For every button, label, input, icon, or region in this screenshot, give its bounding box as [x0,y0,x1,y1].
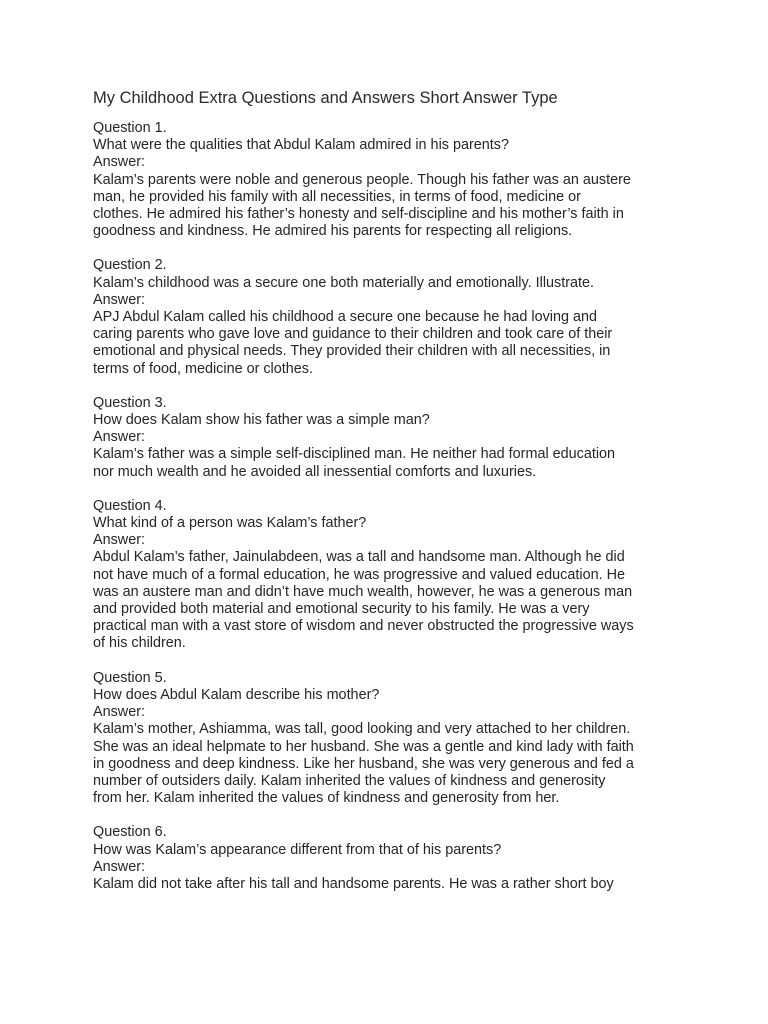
qa-item-1 [93,120,693,240]
question-text: Kalam’s childhood was a secure one both materially and emotionally. Illustrate. [93,274,595,291]
qa-item-2 [93,257,693,377]
answer-line: and provided both material and emotional security to his family. He was a very [93,601,590,618]
question-label: Question 3. [93,394,167,411]
answer-line: number of outsiders daily. Kalam inherited the values of kindness and generosity [93,772,606,789]
answer-line: caring parents who gave love and guidance to their children and took care of their [93,326,613,343]
question-label: Question 1. [93,120,167,136]
answer-line: terms of food, medicine or clothes. [93,360,313,377]
answer-line: Kalam’s parents were noble and generous people. Though his father was an austere [93,171,631,188]
document-title: My Childhood Extra Questions and Answers Short Answer Type [93,89,558,107]
answer-line: APJ Abdul Kalam called his childhood a secure one because he had loving and [93,309,598,326]
document-page [93,88,693,910]
answer-line: not have much of a formal education, he was progressive and valued education. He [93,566,625,583]
answer-line: Kalam’s father was a simple self-disciplined man. He neither had formal education [93,446,616,463]
answer-line: man, he provided his family with all necessities, in terms of food, medicine or [93,188,581,205]
answer-line: of his children. [93,635,186,652]
answer-label: Answer: [93,291,145,308]
question-text: How does Kalam show his father was a simple man? [93,412,430,429]
answer-line: from her. Kalam inherited the values of kindness and generosity from her. [93,790,560,807]
qa-item-3 [93,395,693,481]
answer-label: Answer: [93,858,145,875]
question-label: Question 6. [93,824,167,841]
answer-line: practical man with a vast store of wisdom and never obstructed the progressive ways [93,618,634,635]
answer-line: goodness and kindness. He admired his parents for respecting all religions. [93,223,573,240]
answer-label: Answer: [93,154,145,171]
question-text: What were the qualities that Abdul Kalam admired in his parents? [93,137,509,154]
answer-label: Answer: [93,532,145,549]
question-text: What kind of a person was Kalam’s father? [93,515,367,532]
question-text: How was Kalam’s appearance different from that of his parents? [93,841,502,858]
question-label: Question 4. [93,497,167,514]
answer-line: clothes. He admired his father’s honesty and self-discipline and his mother’s faith in [93,206,624,223]
answer-line: She was an ideal helpmate to her husband. She was a gentle and kind lady with faith [93,738,634,755]
answer-line: in goodness and deep kindness. Like her husband, she was very generous and fed a [93,755,634,772]
answer-line: emotional and physical needs. They provided their children with all necessities, in [93,343,611,360]
question-text: How does Abdul Kalam describe his mother? [93,686,380,703]
answer-line: nor much wealth and he avoided all inessential comforts and luxuries. [93,463,537,480]
question-label: Question 5. [93,669,167,686]
answer-label: Answer: [93,704,145,721]
answer-line: Abdul Kalam’s father, Jainulabdeen, was a tall and handsome man. Although he did [93,549,625,566]
answer-label: Answer: [93,429,145,446]
question-label: Question 2. [93,257,167,274]
answer-line: Kalam did not take after his tall and handsome parents. He was a rather short boy [93,875,614,892]
qa-item-6 [93,824,693,893]
answer-line: was an austere man and didn’t have much wealth, however, he was a generous man [93,583,633,600]
qa-item-5 [93,670,693,808]
answer-line: Kalam’s mother, Ashiamma, was tall, good looking and very attached to her children. [93,721,631,738]
qa-item-4 [93,498,693,653]
